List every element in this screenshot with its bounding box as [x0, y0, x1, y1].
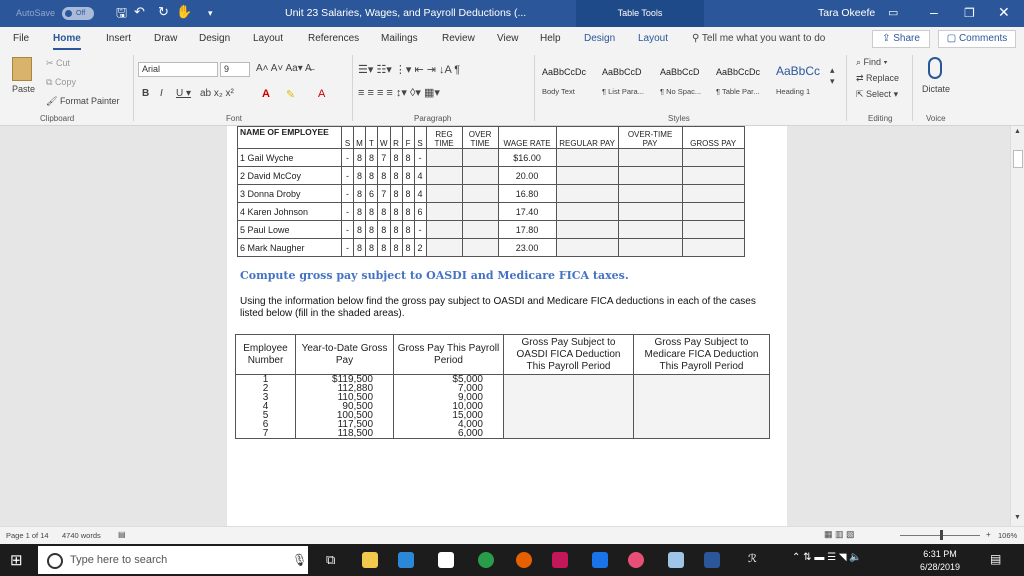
list-icons[interactable]: ☰▾ ☷▾ ⋮▾ ⇤ ⇥ ↓A ¶ — [358, 64, 461, 76]
document-title: Unit 23 Salaries, Wages, and Payroll Deductions (... — [285, 7, 527, 19]
select-button[interactable]: ⇱ Select ▾ — [856, 89, 899, 99]
tab-mailings[interactable]: Mailings — [381, 33, 418, 44]
ytd-gross: 112,880 — [296, 384, 394, 393]
gross-pay-cell[interactable] — [682, 221, 744, 239]
touch-mode-icon[interactable]: ✋ — [176, 4, 193, 19]
day-hours: 8 — [390, 149, 402, 167]
day-hours: 2 — [414, 239, 426, 257]
group-separator — [133, 55, 134, 121]
regular-pay-cell[interactable] — [556, 221, 618, 239]
grow-shrink-font-icons[interactable]: A˄ A˅ Aa▾ A̶ — [256, 63, 312, 74]
taskbar — [0, 544, 1024, 576]
copy-button[interactable]: ⧉ Copy — [46, 77, 76, 87]
tab-references[interactable]: References — [308, 33, 360, 44]
ytd-gross: 110,500 — [296, 393, 394, 402]
payroll-table — [237, 126, 745, 257]
section-heading: Compute gross pay subject to OASDI and Medicare FICA taxes. — [240, 269, 629, 282]
scroll-up-icon[interactable]: ▲ — [1014, 128, 1021, 135]
wage-rate: 17.40 — [498, 203, 556, 221]
header-day: R — [390, 127, 402, 149]
day-hours: - — [414, 149, 426, 167]
text-effects-icon[interactable]: A — [262, 88, 270, 100]
styles-more-icon[interactable]: ▴ ▾ — [830, 65, 835, 86]
day-hours: - — [414, 221, 426, 239]
minimize-icon[interactable]: – — [930, 4, 938, 20]
day-hours: 8 — [390, 167, 402, 185]
reg-time-cell[interactable] — [426, 167, 462, 185]
group-separator — [352, 55, 353, 121]
medicare-answer-cell[interactable] — [634, 420, 770, 429]
day-hours: 6 — [414, 203, 426, 221]
over-time-cell[interactable] — [462, 239, 498, 257]
medicare-answer-cell[interactable] — [634, 429, 770, 439]
style-preview: AaBbCc — [776, 64, 821, 78]
oasdi-answer-cell[interactable] — [504, 375, 634, 385]
header-employee-number: Employee Number — [236, 335, 296, 375]
regular-pay-cell[interactable] — [556, 185, 618, 203]
employee-number: 3 — [236, 393, 296, 402]
day-hours: 8 — [354, 203, 366, 221]
customize-qat-icon[interactable]: ▾ — [208, 8, 213, 18]
oasdi-answer-cell[interactable] — [504, 393, 634, 402]
ribbon-display-icon[interactable]: ▭ — [888, 7, 899, 19]
gross-pay-cell[interactable] — [682, 167, 744, 185]
tell-me-search[interactable] — [692, 33, 825, 44]
style-body-text[interactable] — [540, 59, 598, 103]
header-wage-rate: WAGE RATE — [498, 127, 556, 149]
find-button[interactable]: ⌕ Find ▾ — [856, 57, 888, 67]
medicare-answer-cell[interactable] — [634, 411, 770, 420]
over-time-cell[interactable] — [462, 185, 498, 203]
day-hours: - — [342, 185, 354, 203]
day-hours: - — [342, 149, 354, 167]
share-label: Share — [893, 33, 920, 44]
tab-table-layout[interactable]: Layout — [638, 33, 669, 44]
day-hours: 8 — [354, 149, 366, 167]
style-name: ¶ List Para... — [602, 87, 644, 96]
tell-me-text: Tell me what you want to do — [701, 33, 826, 44]
reg-time-cell[interactable] — [426, 149, 462, 167]
employee-name: 5 Paul Lowe — [238, 221, 342, 239]
paste-button[interactable]: Paste — [12, 84, 36, 94]
table-row — [238, 149, 745, 167]
tab-layout[interactable]: Layout — [253, 33, 284, 44]
share-button[interactable] — [872, 30, 930, 48]
period-gross: $5,000 — [394, 375, 504, 385]
over-time-cell[interactable] — [462, 167, 498, 185]
style-name: ¶ No Spac... — [660, 87, 702, 96]
employee-number: 7 — [236, 429, 296, 439]
employee-number: 6 — [236, 420, 296, 429]
scroll-down-icon[interactable]: ▼ — [1014, 514, 1021, 521]
day-hours: 8 — [354, 239, 366, 257]
style-name: ¶ Table Par... — [716, 87, 760, 96]
header-over-time: OVER TIME — [462, 127, 498, 149]
ytd-gross: 100,500 — [296, 411, 394, 420]
table-row — [238, 203, 745, 221]
day-hours: 8 — [390, 221, 402, 239]
day-hours: 8 — [402, 203, 414, 221]
bold-icon[interactable]: B — [142, 88, 150, 99]
view-mode-icons[interactable]: ▦ ▥ ▧ — [824, 529, 855, 539]
clock-date: 6/28/2019 — [920, 562, 961, 572]
overtime-pay-cell[interactable] — [618, 221, 682, 239]
day-hours: 8 — [378, 239, 391, 257]
header-name: NAME OF EMPLOYEE — [238, 127, 342, 149]
scroll-thumb[interactable] — [1013, 150, 1023, 168]
store-icon[interactable] — [398, 552, 414, 568]
day-hours: 8 — [390, 203, 402, 221]
oasdi-answer-cell[interactable] — [504, 402, 634, 411]
gross-pay-cell[interactable] — [682, 203, 744, 221]
ytd-gross: $119,500 — [296, 375, 394, 385]
medicare-answer-cell[interactable] — [634, 384, 770, 393]
zoom-slider-thumb[interactable] — [940, 530, 943, 540]
status-bar — [0, 526, 1024, 544]
microphone-icon[interactable] — [928, 57, 942, 79]
autosave-label: AutoSave — [16, 8, 56, 18]
style-list-paragraph[interactable] — [600, 59, 658, 103]
day-hours: 8 — [402, 221, 414, 239]
day-hours: 4 — [414, 185, 426, 203]
autosave-toggle[interactable]: Off — [62, 7, 94, 20]
oasdi-answer-cell[interactable] — [504, 420, 634, 429]
over-time-cell[interactable] — [462, 221, 498, 239]
format-painter-label: Format Painter — [59, 96, 120, 106]
ytd-gross: 118,500 — [296, 429, 394, 439]
period-gross: 4,000 — [394, 420, 504, 429]
replace-label: Replace — [866, 73, 900, 83]
day-hours: 7 — [378, 185, 391, 203]
lightbulb-icon: ⚲ — [692, 33, 702, 44]
word-count[interactable]: 4740 words — [62, 531, 101, 540]
overtime-pay-cell[interactable] — [618, 149, 682, 167]
group-separator — [912, 55, 913, 121]
period-gross: 6,000 — [394, 429, 504, 439]
table-row — [236, 411, 770, 420]
day-hours: 8 — [378, 221, 391, 239]
day-hours: 7 — [378, 149, 391, 167]
save-icon[interactable]: 🖫 — [116, 5, 128, 20]
table-row — [236, 375, 770, 385]
restore-icon[interactable]: ❐ — [964, 6, 975, 20]
employee-name: 2 David McCoy — [238, 167, 342, 185]
notifications-icon[interactable]: ▤ — [990, 552, 1002, 566]
day-hours: 8 — [354, 221, 366, 239]
header-day: M — [354, 127, 366, 149]
period-gross: 10,000 — [394, 402, 504, 411]
group-separator — [534, 55, 535, 121]
zoom-level[interactable]: 106% — [998, 531, 1018, 540]
regular-pay-cell[interactable] — [556, 167, 618, 185]
format-painter-button[interactable]: 🖌 Format Painter — [46, 96, 120, 106]
day-hours: 8 — [378, 167, 391, 185]
table-row — [236, 402, 770, 411]
header-gross-pay: GROSS PAY — [682, 127, 744, 149]
table-row — [238, 221, 745, 239]
file-explorer-icon[interactable] — [362, 552, 378, 568]
select-label: Select — [866, 89, 892, 99]
font-group-label: Font — [226, 114, 243, 123]
oasdi-answer-cell[interactable] — [504, 429, 634, 439]
period-gross: 15,000 — [394, 411, 504, 420]
instructions-paragraph: Using the information below find the gross pay subject to OASDI and Medicare FICA deductions in each of the cases listed below (fill in the shaded areas). — [240, 296, 756, 319]
microphone-icon[interactable]: 🎙 — [292, 553, 308, 567]
tab-insert[interactable]: Insert — [106, 33, 132, 44]
medicare-answer-cell[interactable] — [634, 375, 770, 385]
clock-time: 6:31 PM — [923, 549, 957, 559]
wage-rate: 16.80 — [498, 185, 556, 203]
header-medicare: Gross Pay Subject to Medicare FICA Deduction This Payroll Period — [634, 335, 770, 375]
voice-group-label: Voice — [926, 114, 946, 123]
fica-table — [235, 334, 770, 439]
header-overtime-pay: OVER-TIME PAY — [618, 127, 682, 149]
overtime-pay-cell[interactable] — [618, 239, 682, 257]
day-hours: 8 — [366, 221, 378, 239]
reg-time-cell[interactable] — [426, 203, 462, 221]
over-time-cell[interactable] — [462, 203, 498, 221]
underline-icon[interactable]: U ▾ — [176, 88, 192, 99]
redo-icon[interactable]: ↻ — [158, 4, 169, 19]
zoom-in-icon[interactable]: + — [986, 530, 991, 539]
over-time-cell[interactable] — [462, 149, 498, 167]
itunes-icon[interactable] — [628, 552, 644, 568]
period-gross: 9,000 — [394, 393, 504, 402]
medicare-answer-cell[interactable] — [634, 393, 770, 402]
italic-icon[interactable]: I — [160, 88, 163, 99]
facebook-icon[interactable] — [592, 552, 608, 568]
comment-icon: ▢ — [946, 33, 959, 44]
wage-rate: $16.00 — [498, 149, 556, 167]
document-area — [0, 126, 1010, 526]
table-row — [238, 167, 745, 185]
table-row — [236, 384, 770, 393]
style-heading-1[interactable] — [774, 59, 826, 103]
style-name: Heading 1 — [776, 87, 811, 96]
paste-icon[interactable] — [12, 57, 32, 81]
day-hours: 8 — [402, 149, 414, 167]
header-reg-time: REG TIME — [426, 127, 462, 149]
day-hours: 8 — [366, 239, 378, 257]
word-icon[interactable] — [704, 552, 720, 568]
day-hours: 4 — [414, 167, 426, 185]
employee-name: 6 Mark Naugher — [238, 239, 342, 257]
header-regular-pay: REGULAR PAY — [556, 127, 618, 149]
tab-help[interactable]: Help — [540, 33, 561, 44]
tab-file[interactable]: File — [13, 33, 30, 44]
highlight-color-icon[interactable]: ✎ — [286, 89, 296, 101]
day-hours: 8 — [402, 185, 414, 203]
gross-pay-cell[interactable] — [682, 239, 744, 257]
header-day: S — [342, 127, 354, 149]
tab-home[interactable]: Home — [53, 33, 81, 44]
tab-table-design[interactable]: Design — [584, 33, 616, 44]
gross-pay-cell[interactable] — [682, 185, 744, 203]
paragraph-group-label: Paragraph — [414, 114, 452, 123]
editing-group-label: Editing — [868, 114, 893, 123]
wage-rate: 20.00 — [498, 167, 556, 185]
style-preview: AaBbCcD — [660, 67, 700, 77]
tray-icons[interactable]: ⌃ ⇅ ▬ ☰ ◥ 🔈 — [792, 552, 862, 563]
header-period-gross: Gross Pay This Payroll Period — [394, 335, 504, 375]
day-hours: - — [342, 221, 354, 239]
style-no-spacing[interactable] — [658, 59, 716, 103]
employee-number: 1 — [236, 375, 296, 385]
reg-time-cell[interactable] — [426, 185, 462, 203]
system-clock[interactable] — [920, 548, 960, 574]
employee-number: 4 — [236, 402, 296, 411]
ytd-gross: 117,500 — [296, 420, 394, 429]
day-hours: - — [342, 167, 354, 185]
undo-icon[interactable]: ↶ — [134, 4, 145, 19]
copy-label: Copy — [54, 77, 76, 87]
table-row — [238, 239, 745, 257]
group-separator — [846, 55, 847, 121]
reg-time-cell[interactable] — [426, 221, 462, 239]
day-hours: 8 — [354, 185, 366, 203]
day-hours: - — [342, 203, 354, 221]
dictate-button[interactable]: Dictate — [922, 84, 951, 94]
style-preview: AaBbCcDc — [716, 67, 761, 77]
cut-label: Cut — [56, 58, 71, 68]
taskbar-search[interactable]: Type here to search — [38, 546, 308, 574]
replace-button[interactable]: ⇄ Replace — [856, 73, 900, 83]
header-oasdi: Gross Pay Subject to OASDI FICA Deduction This Payroll Period — [504, 335, 634, 375]
employee-number: 2 — [236, 384, 296, 393]
table-row — [238, 185, 745, 203]
document-page[interactable] — [227, 126, 787, 526]
font-name-box[interactable]: Arial — [138, 62, 218, 77]
people-icon[interactable]: ℛ — [748, 553, 757, 565]
page-count[interactable]: Page 1 of 14 — [6, 531, 49, 540]
employee-name: 1 Gail Wyche — [238, 149, 342, 167]
header-ytd-gross: Year-to-Date Gross Pay — [296, 335, 394, 375]
day-hours: 8 — [390, 239, 402, 257]
day-hours: 8 — [402, 167, 414, 185]
share-icon: ⇪ — [882, 33, 894, 44]
day-hours: 8 — [366, 203, 378, 221]
table-row — [236, 429, 770, 439]
day-hours: 8 — [354, 167, 366, 185]
mail-icon[interactable] — [438, 552, 454, 568]
day-hours: 8 — [402, 239, 414, 257]
styles-group-label: Styles — [668, 114, 690, 123]
day-hours: 8 — [378, 203, 391, 221]
ytd-gross: 90,500 — [296, 402, 394, 411]
employee-name: 4 Karen Johnson — [238, 203, 342, 221]
style-name: Body Text — [542, 87, 575, 96]
reg-time-cell[interactable] — [426, 239, 462, 257]
firefox-icon[interactable] — [516, 552, 532, 568]
wage-rate: 17.80 — [498, 221, 556, 239]
find-label: Find — [863, 57, 882, 67]
tab-review[interactable]: Review — [442, 33, 475, 44]
task-view-icon[interactable]: ⧉ — [326, 552, 336, 567]
tab-draw[interactable]: Draw — [154, 33, 178, 44]
alignment-icons[interactable]: ≡ ≡ ≡ ≡ ↕▾ ◊▾ ▦▾ — [358, 87, 440, 99]
table-row — [236, 420, 770, 429]
table-tools-label: Table Tools — [576, 0, 704, 27]
tab-design[interactable]: Design — [199, 33, 231, 44]
clipboard-group-label: Clipboard — [40, 114, 75, 123]
header-day: F — [402, 127, 414, 149]
oasdi-answer-cell[interactable] — [504, 384, 634, 393]
user-name[interactable]: Tara Okeefe — [818, 7, 876, 19]
font-color-icon[interactable]: A — [318, 88, 326, 100]
day-hours: 8 — [366, 149, 378, 167]
day-hours: 8 — [366, 167, 378, 185]
header-day: S — [414, 127, 426, 149]
style-preview: AaBbCcD — [602, 67, 642, 77]
day-hours: 8 — [390, 185, 402, 203]
medicare-answer-cell[interactable] — [634, 402, 770, 411]
font-size-box[interactable]: 9 — [220, 62, 250, 77]
day-hours: 6 — [366, 185, 378, 203]
regular-pay-cell[interactable] — [556, 149, 618, 167]
day-hours: - — [342, 239, 354, 257]
ribbon-tabs — [0, 27, 1024, 51]
overtime-pay-cell[interactable] — [618, 203, 682, 221]
gross-pay-cell[interactable] — [682, 149, 744, 167]
amazon-music-icon[interactable] — [552, 552, 568, 568]
period-gross: 7,000 — [394, 384, 504, 393]
header-day: W — [378, 127, 391, 149]
strikethrough-sub-super-icons[interactable]: ab x₂ x² — [200, 88, 234, 99]
style-table-paragraph[interactable] — [714, 59, 772, 103]
proofing-icon[interactable]: ▤ — [118, 530, 126, 539]
regular-pay-cell[interactable] — [556, 203, 618, 221]
cut-button[interactable]: ✂ Cut — [46, 58, 71, 68]
close-icon[interactable]: ✕ — [998, 4, 1010, 20]
windows-start-icon[interactable]: ⊞ — [10, 552, 23, 569]
employee-name: 3 Donna Droby — [238, 185, 342, 203]
header-day: T — [366, 127, 378, 149]
table-row — [236, 393, 770, 402]
vertical-scrollbar[interactable] — [1010, 126, 1024, 526]
comments-label: Comments — [958, 33, 1008, 44]
comments-button[interactable] — [938, 30, 1016, 48]
overtime-pay-cell[interactable] — [618, 167, 682, 185]
chrome-icon[interactable] — [478, 552, 494, 568]
overtime-pay-cell[interactable] — [618, 185, 682, 203]
wage-rate: 23.00 — [498, 239, 556, 257]
style-preview: AaBbCcDc — [542, 67, 587, 77]
employee-number: 5 — [236, 411, 296, 420]
oasdi-answer-cell[interactable] — [504, 411, 634, 420]
ribbon — [0, 51, 1024, 126]
photos-icon[interactable] — [668, 552, 684, 568]
regular-pay-cell[interactable] — [556, 239, 618, 257]
tab-view[interactable]: View — [497, 33, 519, 44]
title-bar — [0, 0, 1024, 27]
